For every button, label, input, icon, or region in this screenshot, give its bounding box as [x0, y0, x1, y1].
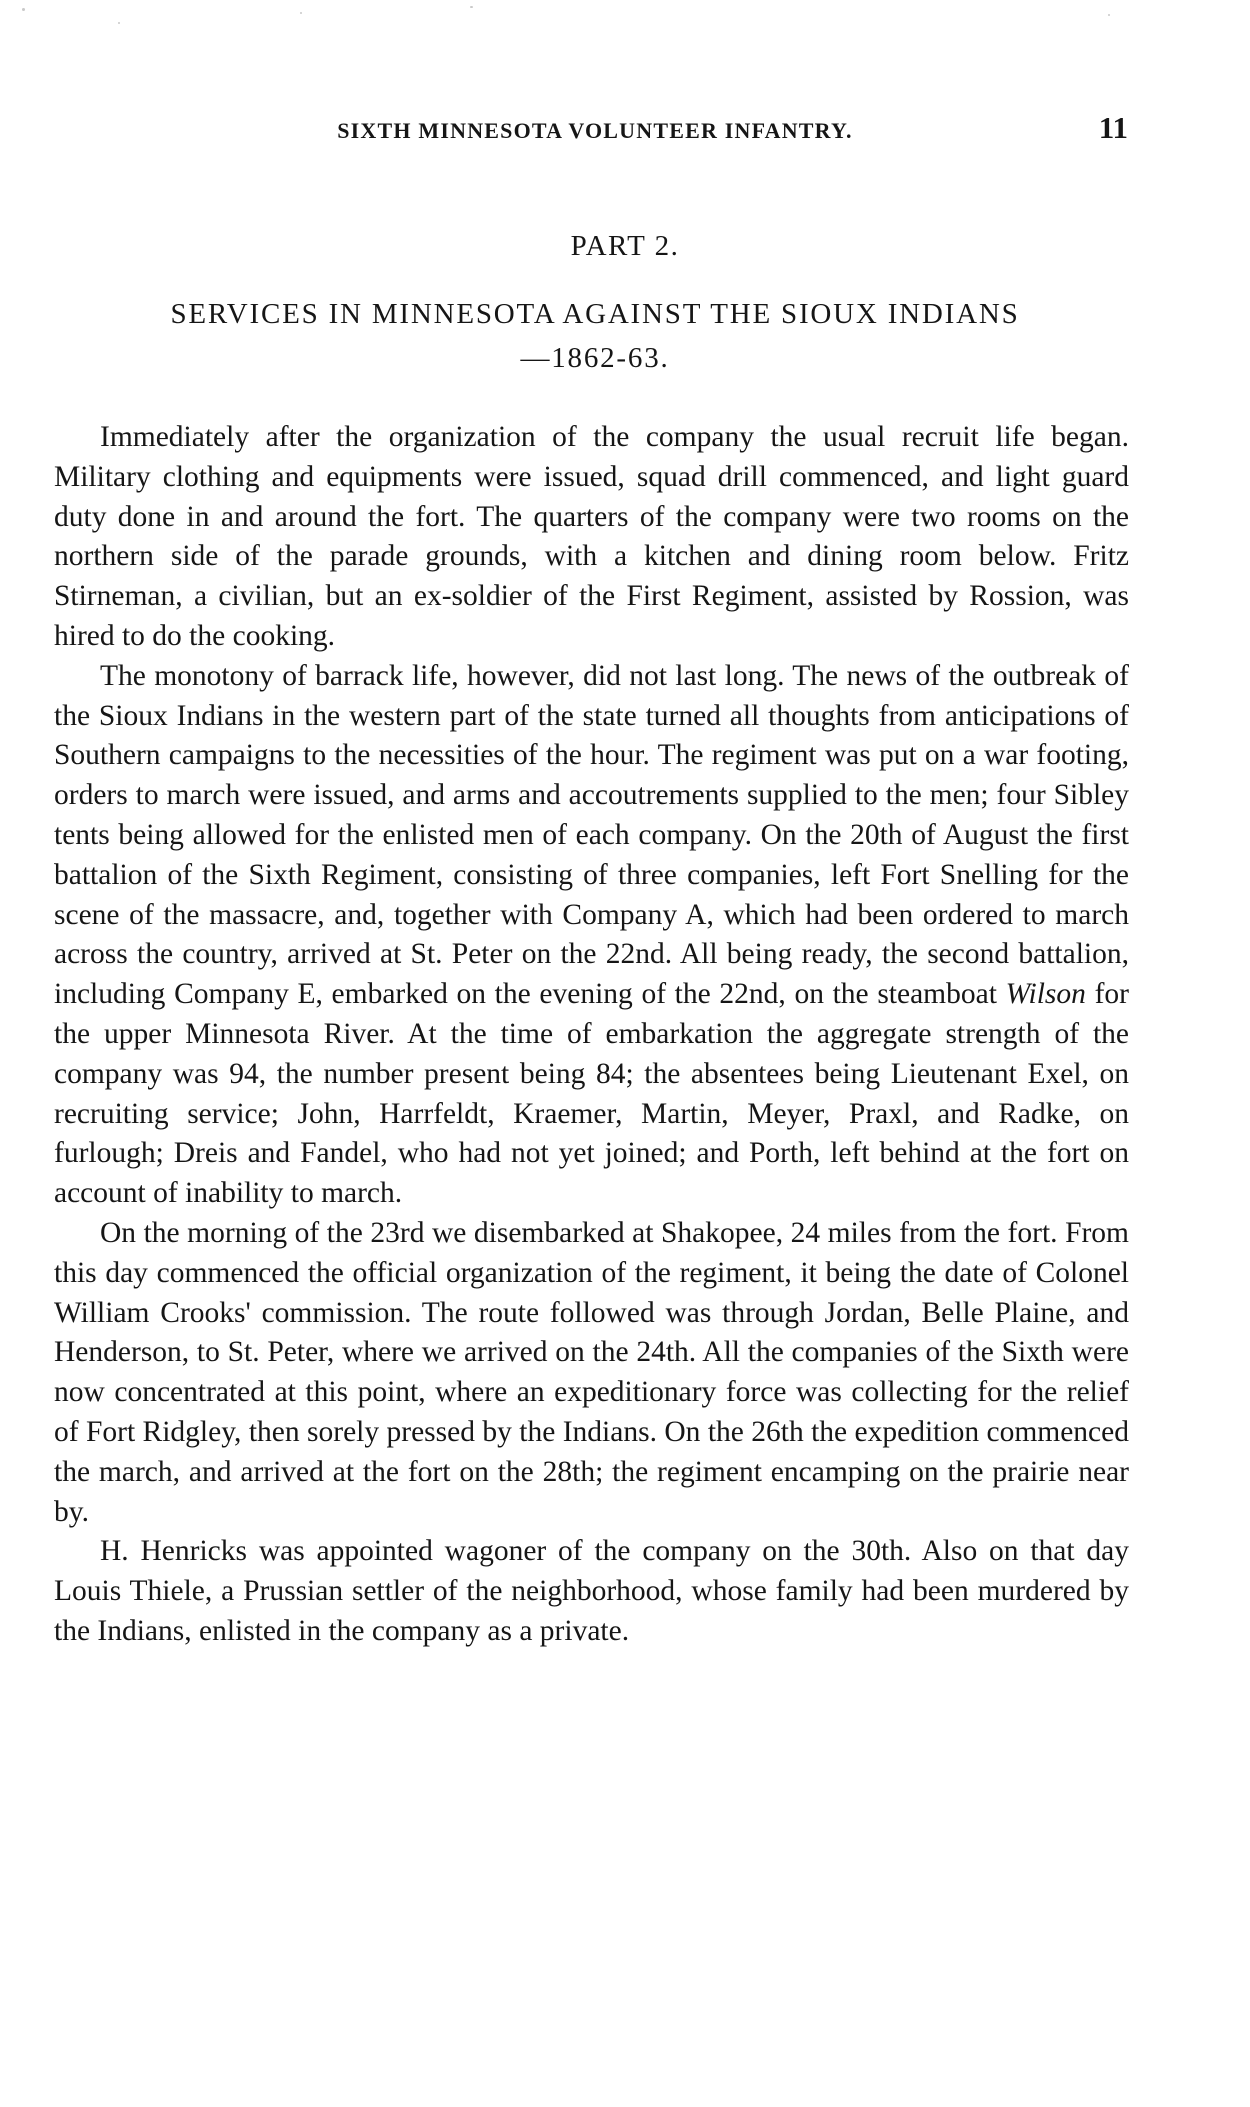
- scan-speck: [1108, 14, 1110, 16]
- page-number: 11: [1098, 110, 1128, 145]
- scan-speck: [22, 8, 25, 11]
- part-heading: PART 2.: [570, 230, 680, 262]
- scan-speck: [118, 22, 120, 24]
- paragraph-2-text-after: for the upper Minnesota River. At the time of embarkation the aggregate strength of the company was 94, the number present being 84; the absentees being Lieutenant Exel, on recruiting service; John, Harrfeldt, Kraemer, Martin, Meyer, Praxl, and Radke, on furlough; Dreis and Fandel, who had not yet joined; and Porth, left behind at the fort on account of inability to march.: [54, 978, 1129, 1210]
- section-heading-line-2: —1862-63.: [520, 342, 670, 374]
- scan-speck: [300, 12, 302, 14]
- section-heading: [60, 292, 1130, 380]
- paragraph-4: H. Henricks was appointed wagoner of the company on the 30th. Also on that day Louis Thiele, a Prussian settler of the neighborhood, whose family had been murdered by the Indians, enlisted in the company as a private.: [54, 1535, 1129, 1647]
- running-title: SIXTH MINNESOTA VOLUNTEER INFANTRY.: [337, 118, 853, 143]
- paragraph-1: Immediately after the organization of the company the usual recruit life began. Military clothing and equipments were issued, squad drill commenced, and light guard duty done in and around the fort. The quarters of the company were two rooms on the northern side of the parade grounds, with a kitchen and dining room below. Fritz Stirneman, a civilian, but an ex-soldier of the First Regiment, assisted by Rossion, was hired to do the cooking.: [54, 421, 1129, 652]
- running-head: [60, 110, 1130, 158]
- paragraph-3: On the morning of the 23rd we disembarked at Shakopee, 24 miles from the fort. From this day commenced the official organization of the regiment, it being the date of Colonel William Crooks' commission. The route followed was through Jordan, Belle Plaine, and Henderson, to St. Peter, where we arrived on the 24th. All the companies of the Sixth were now concentrated at this point, where an expeditionary force was collecting for the relief of Fort Ridgley, then sorely pressed by the Indians. On the 26th the expedition commenced the march, and arrived at the fort on the 28th; the regiment encamping on the prairie near by.: [54, 1216, 1129, 1528]
- paragraph-2-text-before: The monotony of barrack life, however, did not last long. The news of the outbreak of the Sioux Indians in the western part of the state turned all thoughts from anticipations of Southern campaigns to the necessities of the hour. The regiment was put on a war footing, orders to march were issued, and arms and accoutrements supplied to the men; four Sibley tents being allowed for the enlisted men of each company. On the 20th of August the first battalion of the Sixth Regiment, consisting of three companies, left Fort Snelling for the scene of the massacre, and, together with Company A, which had been ordered to march across the country, arrived at St. Peter on the 22nd. All being ready, the second battalion, including Company E, embarked on the evening of the 22nd, on the steamboat: [54, 659, 1129, 1011]
- section-heading-line-1: SERVICES IN MINNESOTA AGAINST THE SIOUX INDIANS: [170, 298, 1020, 330]
- steamboat-name: Wilson: [1005, 978, 1086, 1011]
- scan-speck: [470, 6, 473, 8]
- body-text: [54, 418, 1129, 1652]
- paragraph-2: [54, 657, 1129, 1214]
